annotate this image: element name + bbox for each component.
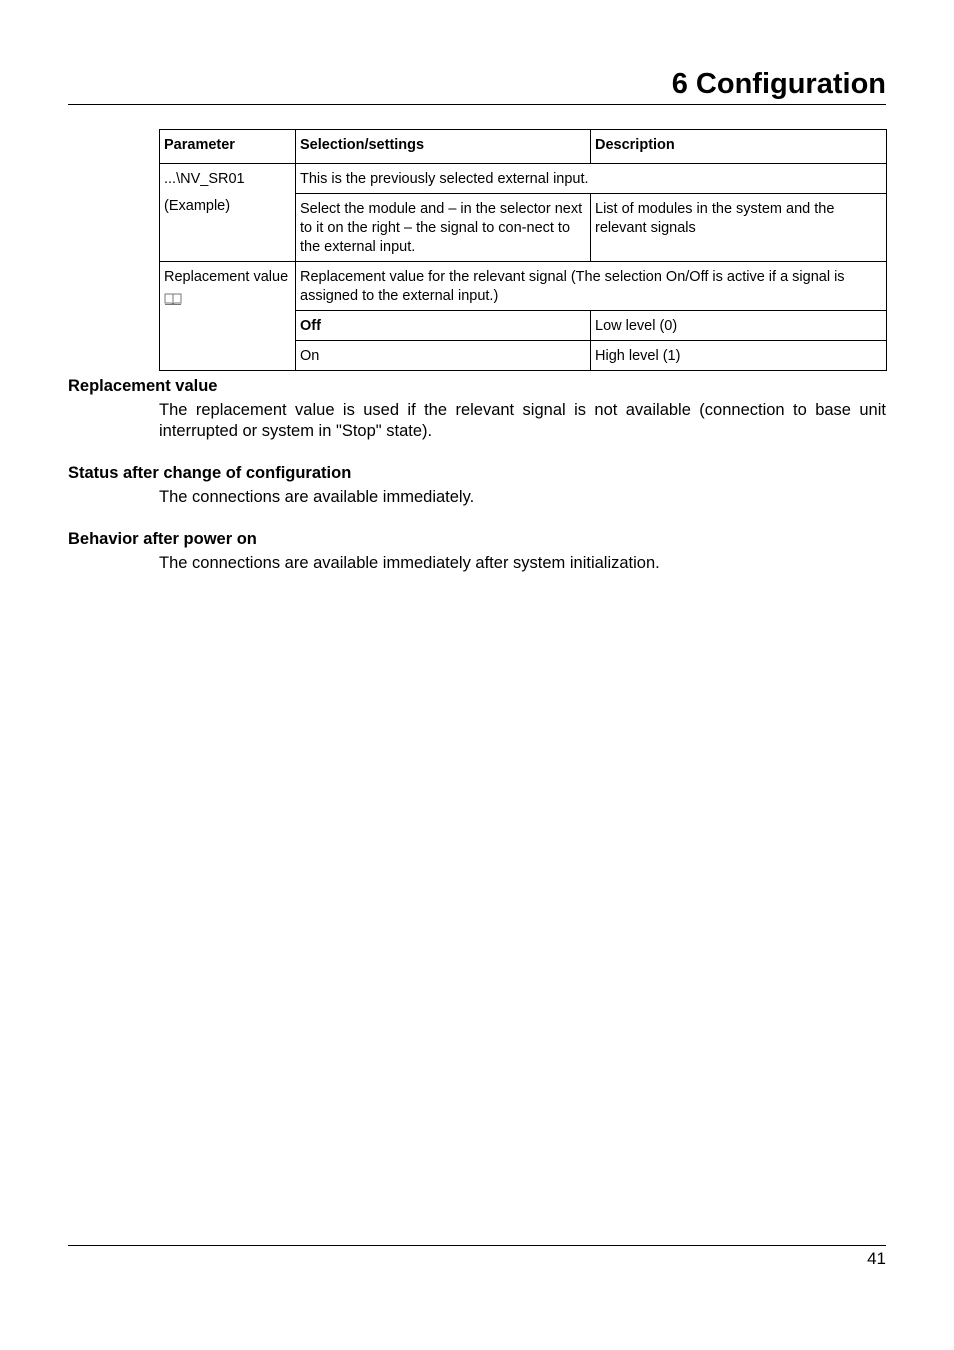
page-number: 41	[867, 1249, 886, 1268]
option-off-description: Low level (0)	[591, 311, 887, 341]
section-heading: Status after change of configuration	[68, 464, 352, 482]
parameter-name: ...\NV_SR01	[164, 171, 245, 187]
header-description: Description	[591, 130, 887, 164]
section-heading: Replacement value	[68, 377, 218, 395]
option-off-selection: Off	[296, 311, 591, 341]
table-header-row	[160, 130, 887, 164]
header-selection-settings: Selection/settings	[296, 130, 591, 164]
footer-rule	[68, 1245, 886, 1246]
merged-info-cell: Replacement value for the relevant signal (The selection On/Off is active if a signal is assigned to the external input.)	[296, 262, 887, 311]
section-heading: Behavior after power on	[68, 530, 257, 548]
parameter-name: Replacement value	[164, 269, 289, 285]
option-on-description: High level (1)	[591, 341, 887, 371]
parameter-table	[159, 129, 887, 371]
section-text: The replacement value is used if the relevant signal is not available (connection to base unit interrupted or system in "Stop" state).	[159, 401, 886, 440]
section-behavior-after-power-on	[68, 529, 886, 574]
merged-info-cell: This is the previously selected external input.	[296, 164, 887, 194]
chapter-title: 6 Configuration	[671, 68, 886, 100]
parameter-cell-replacement-value	[160, 262, 296, 371]
section-text: The connections are available immediately after system initialization.	[159, 554, 660, 572]
section-replacement-value	[68, 376, 886, 442]
description-cell: List of modules in the system and the relevant signals	[591, 194, 887, 262]
header-rule	[68, 104, 886, 105]
option-on-selection: On	[296, 341, 591, 371]
parameter-example-note: (Example)	[164, 198, 231, 214]
selection-cell: Select the module and – in the selector next to it on the right – the signal to con-nect to the external input.	[296, 194, 591, 262]
book-icon	[164, 292, 182, 306]
section-text: The connections are available immediately.	[159, 488, 475, 506]
parameter-cell-nv-sr01	[160, 164, 296, 262]
table-row	[160, 262, 887, 311]
section-status-after-change	[68, 463, 886, 508]
table-row	[160, 164, 887, 194]
header-parameter: Parameter	[160, 130, 296, 164]
